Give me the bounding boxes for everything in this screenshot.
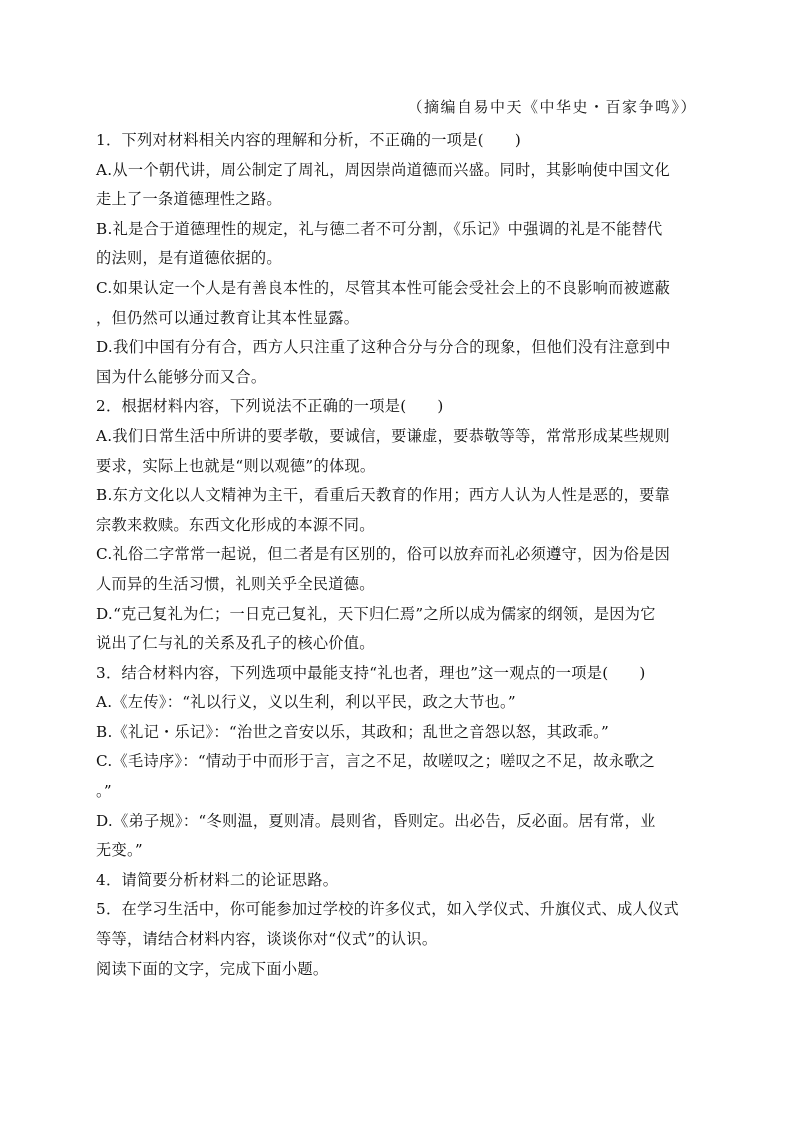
text-line: ，但仍然可以通过教育让其本性显露。 [96,308,360,327]
text-line: 。” [96,782,112,801]
text-line: B.礼是合于道德理性的规定，礼与德二者不可分割，《乐记》中强调的礼是不能替代 [96,219,663,238]
text-line: 要求，实际上也就是“则以观德”的体现。 [96,456,376,475]
text-line: 5．在学习生活中，你可能参加过学校的许多仪式，如入学仪式、升旗仪式、成人仪式 [96,900,679,919]
text-line: C.如果认定一个人是有善良本性的，尽管其本性可能会受社会上的不良影响而被遮蔽 [96,278,671,297]
text-line: 阅读下面的文字，完成下面小题。 [96,959,329,978]
text-line: 1．下列对材料相关内容的理解和分析，不正确的一项是( ) [96,131,522,149]
text-line: 的法则，是有道德依据的。 [96,249,282,268]
text-line: D.《弟子规》：“冬则温，夏则凊。晨则省，昏则定。出必告，反必面。居有常，业 [96,811,656,830]
text-line: A.我们日常生活中所讲的要孝敬，要诚信，要谦虚，要恭敬等等，常常形成某些规则 [96,426,670,445]
text-line: 国为什么能够分而又合。 [96,367,267,386]
text-line: A.从一个朝代讲，周公制定了周礼，周因崇尚道德而兴盛。同时，其影响使中国文化 [96,160,670,179]
text-line: C.礼俗二字常常一起说，但二者是有区别的，俗可以放弃而礼必须遵守，因为俗是因 [96,545,671,564]
text-line: 无变。” [96,841,143,860]
source-citation: （摘编自易中天《中华史・百家争鸣》） [407,98,697,116]
text-line: 人而异的生活习惯，礼则关乎全民道德。 [96,574,375,593]
text-line: 4．请简要分析材料二的论证思路。 [96,870,339,889]
text-line: B.《礼记・乐记》：“治世之音安以乐，其政和；乱世之音怨以怒，其政乖。” [96,722,610,741]
text-line: D.“克己复礼为仁；一日克己复礼，天下归仁焉”之所以成为儒家的纲领，是因为它 [96,604,656,623]
text-line: B.东方文化以人文精神为主干，看重后天教育的作用；西方人认为人性是恶的，要靠 [96,486,671,505]
text-line: 3．结合材料内容，下列选项中最能支持“礼也者，理也”这一观点的一项是( ) [96,663,646,682]
text-line: A.《左传》：“礼以行义，义以生利，利以平民，政之大节也。” [96,693,516,712]
text-line: 2．根据材料内容，下列说法不正确的一项是( ) [96,397,444,416]
text-line: D.我们中国有分有合，西方人只注重了这种合分与分合的现象，但他们没有注意到中 [96,338,671,357]
text-line: 宗教来救赎。东西文化形成的本源不同。 [96,515,375,534]
text-line: C.《毛诗序》：“情动于中而形于言，言之不足，故嗟叹之；嗟叹之不足，故永歌之 [96,752,656,771]
question-content [96,126,700,984]
text-line: 等等，请结合材料内容，谈谈你对“仪式”的认识。 [96,930,438,949]
text-line: 说出了仁与礼的关系及孔子的核心价值。 [96,634,375,653]
text-line: 走上了一条道德理性之路。 [96,190,282,209]
